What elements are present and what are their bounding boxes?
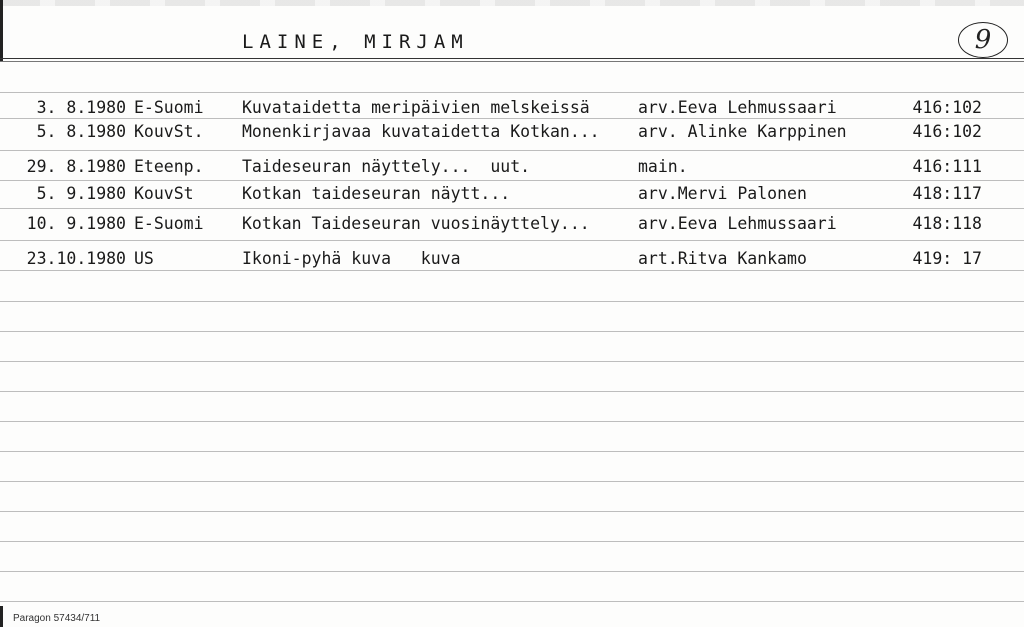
ruled-line <box>0 180 1024 181</box>
card-top-edge <box>0 0 1024 6</box>
card-left-edge-bottom <box>0 606 3 627</box>
entry-title: Kotkan taideseuran näytt... <box>242 184 511 203</box>
card-left-edge <box>0 0 3 62</box>
ruled-line <box>0 92 1024 93</box>
ruled-line <box>0 150 1024 151</box>
ruled-line <box>0 601 1024 602</box>
entry-row <box>0 249 1024 271</box>
ruled-line <box>0 270 1024 271</box>
entry-ref: 416:111 <box>912 157 982 176</box>
entry-author: arv.Eeva Lehmussaari <box>638 98 837 117</box>
ruled-line <box>0 301 1024 302</box>
entry-source: E-Suomi <box>134 214 204 233</box>
header-rule <box>0 58 1024 59</box>
card-name: LAINE, MIRJAM <box>242 31 469 53</box>
entry-author: arv. Alinke Karppinen <box>638 122 847 141</box>
ruled-line <box>0 481 1024 482</box>
entry-ref: 419: 17 <box>912 249 982 268</box>
entry-ref: 418:118 <box>912 214 982 233</box>
entry-row <box>0 98 1024 120</box>
entry-title: Kotkan Taideseuran vuosinäyttely... <box>242 214 590 233</box>
ruled-line <box>0 541 1024 542</box>
ruled-line <box>0 118 1024 119</box>
entry-source: E-Suomi <box>134 98 204 117</box>
entry-date: 23.10.1980 <box>26 249 126 268</box>
ruled-line <box>0 511 1024 512</box>
entry-source: US <box>134 249 154 268</box>
entry-title: Taideseuran näyttely... uut. <box>242 157 531 176</box>
entry-title: Monenkirjavaa kuvataidetta Kotkan... <box>242 122 600 141</box>
entry-author: art.Ritva Kankamo <box>638 249 807 268</box>
entry-author: main. <box>638 157 688 176</box>
ruled-line <box>0 421 1024 422</box>
entry-source: Eteenp. <box>134 157 204 176</box>
entry-author: arv.Eeva Lehmussaari <box>638 214 837 233</box>
entry-date: 10. 9.1980 <box>26 214 126 233</box>
ruled-line <box>0 571 1024 572</box>
card-number-badge <box>958 22 1008 58</box>
entry-title: Ikoni-pyhä kuva kuva <box>242 249 461 268</box>
entry-author: arv.Mervi Palonen <box>638 184 807 203</box>
entry-row <box>0 122 1024 144</box>
card-footer: Paragon 57434/711 <box>13 613 101 624</box>
ruled-line <box>0 331 1024 332</box>
entry-ref: 418:117 <box>912 184 982 203</box>
entry-source: KouvSt <box>134 184 194 203</box>
entry-source: KouvSt. <box>134 122 204 141</box>
entry-row <box>0 214 1024 236</box>
entry-date: 29. 8.1980 <box>26 157 126 176</box>
entry-ref: 416:102 <box>912 98 982 117</box>
ruled-line <box>0 208 1024 209</box>
ruled-line <box>0 361 1024 362</box>
entry-date: 3. 8.1980 <box>36 98 126 117</box>
card-number: 9 <box>974 25 992 55</box>
entry-date: 5. 9.1980 <box>36 184 126 203</box>
entry-row <box>0 157 1024 179</box>
entry-title: Kuvataidetta meripäivien melskeissä <box>242 98 590 117</box>
ruled-line <box>0 240 1024 241</box>
entry-ref: 416:102 <box>912 122 982 141</box>
header-rule-double <box>0 61 1024 62</box>
ruled-line <box>0 391 1024 392</box>
ruled-line <box>0 451 1024 452</box>
entry-row <box>0 184 1024 206</box>
entry-date: 5. 8.1980 <box>36 122 126 141</box>
